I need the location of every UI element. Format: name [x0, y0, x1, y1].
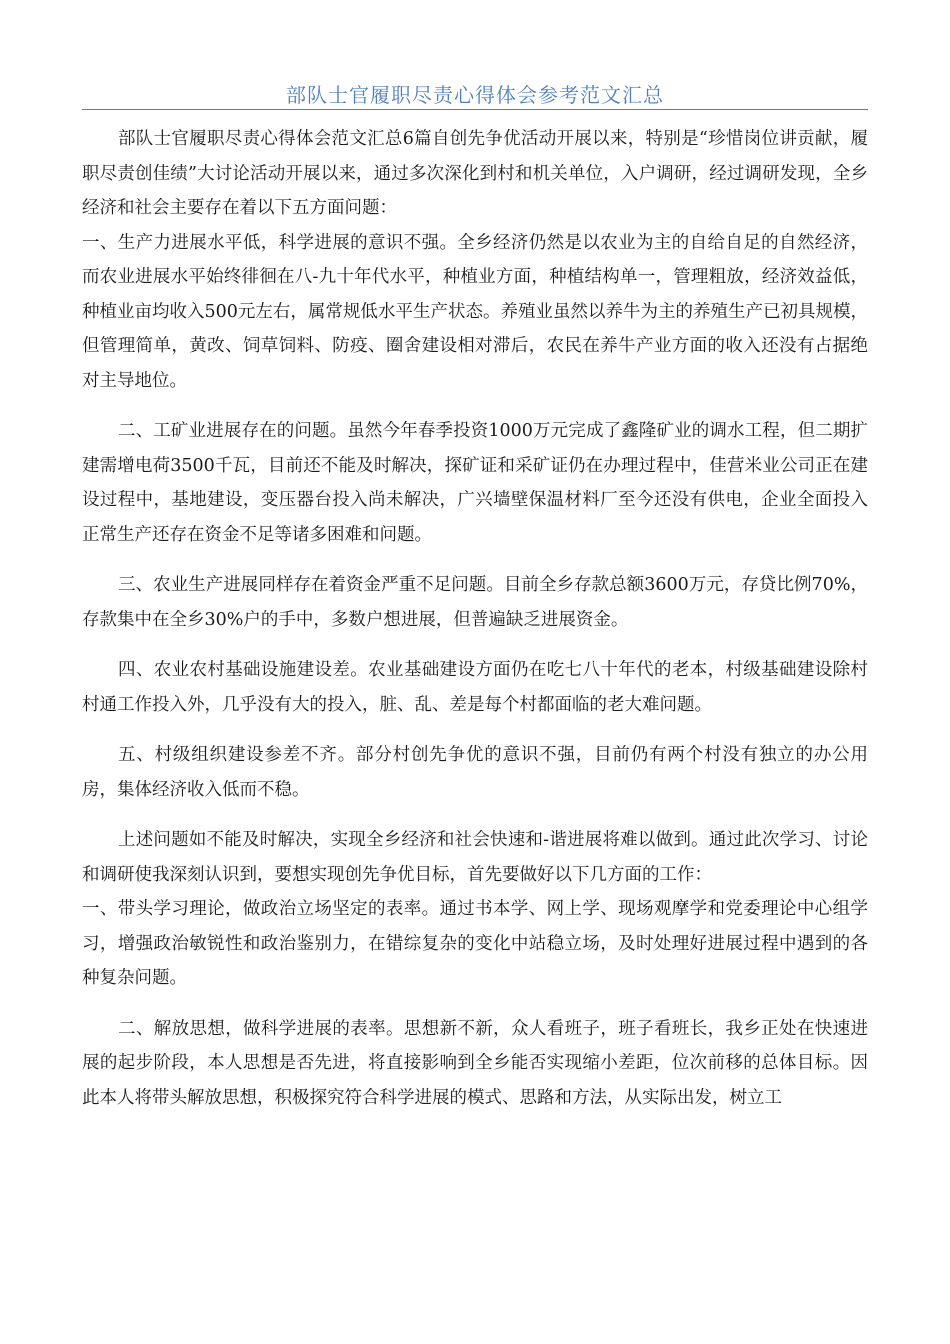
document-title: 部队士官履职尽责心得体会参考范文汇总	[286, 83, 664, 107]
paragraph-problem-2: 二、工矿业进展存在的问题。虽然今年春季投资1000万元完成了鑫隆矿业的调水工程，但二期扩建需增电荷3500千瓦，目前还不能及时解决，探矿证和采矿证仍在办理过程中，佳营米业公司正在建设过程中，基地建设，变压器台投入尚未解决，广兴墙壁保温材料厂至今还没有供电，企业全面投入正常生产还存在资金不足等诸多困难和问题。	[82, 421, 868, 545]
paragraph-intro: 部队士官履职尽责心得体会范文汇总6篇自创先争优活动开展以来，特别是“珍惜岗位讲贡献，履职尽责创佳绩”大讨论活动开展以来，通过多次深化到村和机关单位，入户调研，经过调研发现，全乡经济和社会主要存在着以下五方面问题：	[82, 129, 868, 218]
paragraph-problem-1: 一、生产力进展水平低，科学进展的意识不强。全乡经济仍然是以农业为主的自给自足的自然经济，而农业进展水平始终徘徊在八-九十年代水平，种植业方面，种植结构单一，管理粗放，经济效益低，种植业亩均收入500元左右，属常规低水平生产状态。养殖业虽然以养牛为主的养殖生产已初具规模，但管理简单，黄改、饲草饲料、防疫、圈舍建设相对滞后，农民在养牛产业方面的收入还没有占据绝对主导地位。	[82, 232, 868, 391]
title-divider	[82, 109, 868, 110]
paragraph-task-2: 二、解放思想，做科学进展的表率。思想新不新，众人看班子，班子看班长，我乡正处在快速进展的起步阶段，本人思想是否先进，将直接影响到全乡能否实现缩小差距，位次前移的总体目标。因此本人将带头解放思想，积极探究符合科学进展的模式、思路和方法，从实际出发，树立工	[82, 1018, 868, 1108]
paragraph-summary: 上述问题如不能及时解决，实现全乡经济和社会快速和-谐进展将难以做到。通过此次学习、讨论和调研使我深刻认识到，要想实现创先争优目标，首先要做好以下几方面的工作：	[82, 830, 868, 885]
paragraph-problem-5: 五、村级组织建设参差不齐。部分村创先争优的意识不强，目前仍有两个村没有独立的办公用房，集体经济收入低而不稳。	[82, 745, 868, 800]
paragraph-problem-4: 四、农业农村基础设施建设差。农业基础建设方面仍在吃七八十年代的老本，村级基础建设除村村通工作投入外，几乎没有大的投入，脏、乱、差是每个村都面临的老大难问题。	[82, 660, 868, 715]
paragraph-task-1: 一、带头学习理论，做政治立场坚定的表率。通过书本学、网上学、现场观摩学和党委理论中心组学习，增强政治敏锐性和政治鉴别力，在错综复杂的变化中站稳立场，及时处理好进展过程中遇到的各种复杂问题。	[82, 899, 868, 988]
paragraph-problem-3: 三、农业生产进展同样存在着资金严重不足问题。目前全乡存款总额3600万元，存贷比例70%，存款集中在全乡30%户的手中，多数户想进展，但普遍缺乏进展资金。	[82, 575, 868, 630]
document-body	[82, 122, 868, 1115]
